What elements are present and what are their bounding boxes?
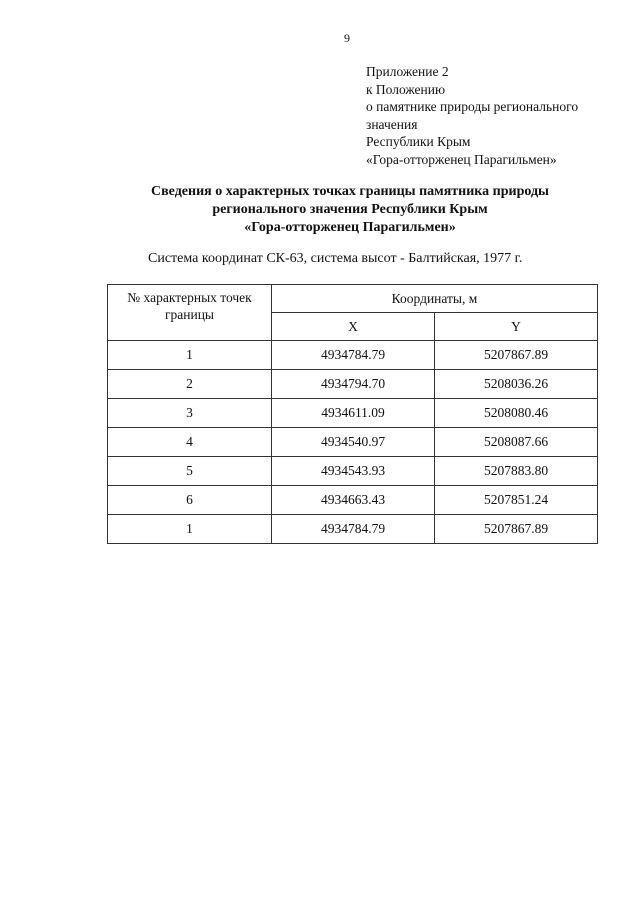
appendix-block [366, 63, 578, 169]
x-cell: 4934784.79 [272, 341, 435, 370]
x-cell: 4934784.79 [272, 515, 435, 544]
x-cell: 4934543.93 [272, 457, 435, 486]
point-number-cell: 6 [108, 486, 272, 515]
appendix-line: к Положению [366, 81, 446, 97]
header-x: X [272, 313, 435, 341]
y-cell: 5208036.26 [435, 370, 598, 399]
x-cell: 4934540.97 [272, 428, 435, 457]
heading-line: регионального значения Республики Крым [212, 202, 488, 217]
y-cell: 5208080.46 [435, 399, 598, 428]
table-row [108, 515, 598, 544]
y-cell: 5208087.66 [435, 428, 598, 457]
document-heading [100, 183, 600, 237]
appendix-line: «Гора-отторженец Парагильмен» [366, 151, 557, 167]
appendix-line: значения [366, 116, 418, 132]
table-row [108, 486, 598, 515]
y-cell: 5207867.89 [435, 515, 598, 544]
header-y: Y [435, 313, 598, 341]
page-number: 9 [344, 31, 350, 45]
header-point-number: № характерных точек границы [108, 285, 272, 341]
x-cell: 4934663.43 [272, 486, 435, 515]
table-row [108, 370, 598, 399]
y-cell: 5207867.89 [435, 341, 598, 370]
table-row [108, 457, 598, 486]
appendix-line: Республики Крым [366, 134, 471, 150]
heading-line: Сведения о характерных точках границы памятника природы [151, 184, 549, 199]
point-number-cell: 3 [108, 399, 272, 428]
table-row [108, 399, 598, 428]
coordinates-table [107, 284, 598, 544]
point-number-cell: 5 [108, 457, 272, 486]
appendix-line: Приложение 2 [366, 64, 449, 79]
appendix-line: о памятнике природы регионального [366, 99, 579, 115]
point-number-cell: 4 [108, 428, 272, 457]
table-row [108, 428, 598, 457]
x-cell: 4934794.70 [272, 370, 435, 399]
point-number-cell: 1 [108, 341, 272, 370]
point-number-cell: 2 [108, 370, 272, 399]
y-cell: 5207883.80 [435, 457, 598, 486]
x-cell: 4934611.09 [272, 399, 435, 428]
y-cell: 5207851.24 [435, 486, 598, 515]
coordinate-system-note: Система координат СК-63, система высот - Балтийская, 1977 г. [148, 251, 523, 266]
point-number-cell: 1 [108, 515, 272, 544]
table-row [108, 341, 598, 370]
header-coordinates: Координаты, м [272, 285, 598, 313]
heading-line: «Гора-отторженец Парагильмен» [244, 220, 456, 235]
